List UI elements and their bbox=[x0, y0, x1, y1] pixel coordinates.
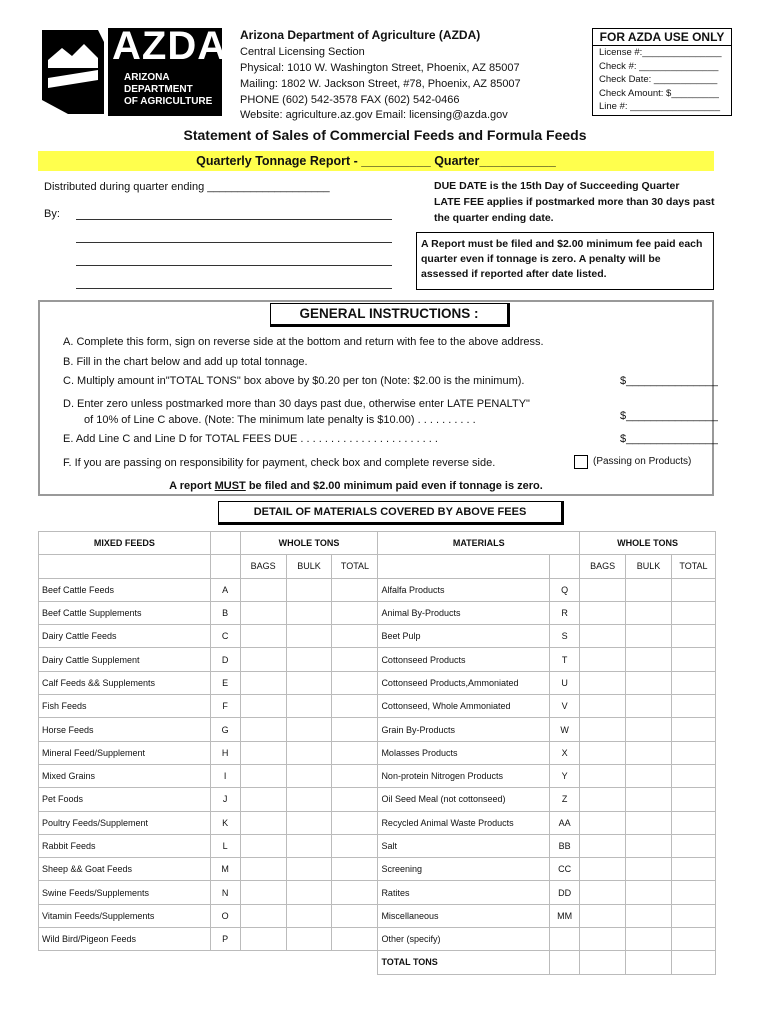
table-row bbox=[39, 578, 716, 601]
bulk-cell[interactable] bbox=[626, 881, 672, 904]
bulk-cell[interactable] bbox=[286, 741, 332, 764]
bulk-cell[interactable] bbox=[286, 904, 332, 927]
bulk-cell[interactable] bbox=[626, 811, 672, 834]
bags-cell[interactable] bbox=[580, 788, 626, 811]
bulk-cell[interactable] bbox=[626, 788, 672, 811]
material-code: Q bbox=[550, 578, 580, 601]
feed-code: A bbox=[210, 578, 240, 601]
material-name: Ratites bbox=[378, 881, 550, 904]
feed-code: E bbox=[210, 671, 240, 694]
passing-on-label: (Passing on Products) bbox=[593, 456, 692, 467]
total-cell[interactable] bbox=[671, 764, 715, 787]
azda-logo bbox=[38, 22, 228, 118]
table-row bbox=[39, 671, 716, 694]
general-instructions-title: GENERAL INSTRUCTIONS : bbox=[270, 303, 510, 327]
report-must-line: A report MUST be filed and $2.00 minimum paid even if tonnage is zero. bbox=[169, 480, 543, 492]
check-number-field: Check #: _______________ bbox=[599, 60, 719, 72]
material-code: W bbox=[550, 718, 580, 741]
table-row bbox=[39, 834, 716, 857]
feed-code: M bbox=[210, 858, 240, 881]
total-cell[interactable] bbox=[332, 881, 378, 904]
feed-name: Pet Foods bbox=[39, 788, 211, 811]
feed-code: H bbox=[210, 741, 240, 764]
bags-cell[interactable] bbox=[580, 625, 626, 648]
bags-cell[interactable] bbox=[580, 741, 626, 764]
website-email: Website: agriculture.az.gov Email: licensing@azda.gov bbox=[240, 109, 508, 121]
material-code: CC bbox=[550, 858, 580, 881]
total-cell[interactable] bbox=[332, 858, 378, 881]
detail-title: DETAIL OF MATERIALS COVERED BY ABOVE FEES bbox=[218, 501, 564, 525]
bags-cell[interactable] bbox=[240, 858, 286, 881]
table-row bbox=[39, 764, 716, 787]
whole-tons-header-right: WHOLE TONS bbox=[580, 532, 716, 555]
table-row bbox=[39, 811, 716, 834]
whole-tons-header-left: WHOLE TONS bbox=[240, 532, 378, 555]
instruction-a: A. Complete this form, sign on reverse side at the bottom and return with fee to the above address. bbox=[63, 336, 544, 348]
table-row bbox=[39, 881, 716, 904]
signature-line-1[interactable] bbox=[76, 219, 392, 220]
bags-cell[interactable] bbox=[240, 834, 286, 857]
table-row bbox=[39, 718, 716, 741]
bags-cell[interactable] bbox=[580, 881, 626, 904]
feed-name: Sheep && Goat Feeds bbox=[39, 858, 211, 881]
material-name: Animal By-Products bbox=[378, 601, 550, 624]
feed-code: K bbox=[210, 811, 240, 834]
feed-code: I bbox=[210, 764, 240, 787]
bags-cell[interactable] bbox=[580, 764, 626, 787]
table-row bbox=[39, 695, 716, 718]
feed-name: Dairy Cattle Supplement bbox=[39, 648, 211, 671]
bulk-cell[interactable] bbox=[286, 764, 332, 787]
total-header-right: TOTAL bbox=[671, 555, 715, 578]
total-cell[interactable] bbox=[332, 834, 378, 857]
quarterly-report-bar[interactable]: Quarterly Tonnage Report - __________ Quarter___________ bbox=[38, 151, 714, 171]
feed-code: P bbox=[210, 928, 240, 951]
total-cell[interactable] bbox=[332, 788, 378, 811]
bulk-cell[interactable] bbox=[286, 625, 332, 648]
material-name: Cottonseed, Whole Ammoniated bbox=[378, 695, 550, 718]
total-cell[interactable] bbox=[332, 811, 378, 834]
total-header-left: TOTAL bbox=[332, 555, 378, 578]
total-tons-label: TOTAL TONS bbox=[378, 951, 550, 974]
total-cell[interactable] bbox=[671, 741, 715, 764]
instruction-d1: D. Enter zero unless postmarked more than 30 days past due, otherwise enter LATE PENALTY" bbox=[63, 398, 530, 410]
table-row bbox=[39, 928, 716, 951]
material-code: X bbox=[550, 741, 580, 764]
logo-subtitle: ARIZONA DEPARTMENT OF AGRICULTURE bbox=[124, 72, 213, 107]
total-cell[interactable] bbox=[671, 718, 715, 741]
table-row bbox=[39, 788, 716, 811]
bags-cell[interactable] bbox=[240, 741, 286, 764]
azda-use-title: FOR AZDA USE ONLY bbox=[593, 29, 731, 46]
bulk-cell[interactable] bbox=[286, 811, 332, 834]
bulk-header-right: BULK bbox=[626, 555, 672, 578]
instruction-e: E. Add Line C and Line D for TOTAL FEES DUE . . . . . . . . . . . . . . . . . . . . . . . bbox=[63, 433, 438, 445]
bags-cell[interactable] bbox=[240, 764, 286, 787]
bulk-cell[interactable] bbox=[286, 881, 332, 904]
material-name: Salt bbox=[378, 834, 550, 857]
material-code: R bbox=[550, 601, 580, 624]
bulk-cell[interactable] bbox=[286, 671, 332, 694]
total-cell[interactable] bbox=[332, 648, 378, 671]
total-cell[interactable] bbox=[671, 625, 715, 648]
total-cell[interactable] bbox=[671, 881, 715, 904]
bags-cell[interactable] bbox=[580, 601, 626, 624]
total-cell[interactable] bbox=[671, 788, 715, 811]
due-date-text: DUE DATE is the 15th Day of Succeeding Quarter bbox=[434, 180, 680, 192]
bags-cell[interactable] bbox=[580, 648, 626, 671]
material-code: Y bbox=[550, 764, 580, 787]
instruction-b: B. Fill in the chart below and add up total tonnage. bbox=[63, 356, 308, 368]
bulk-cell[interactable] bbox=[626, 928, 672, 951]
total-cell[interactable] bbox=[332, 928, 378, 951]
page-title: Statement of Sales of Commercial Feeds and Formula Feeds bbox=[183, 127, 587, 143]
feed-name: Wild Bird/Pigeon Feeds bbox=[39, 928, 211, 951]
bags-cell[interactable] bbox=[580, 928, 626, 951]
bags-cell[interactable] bbox=[240, 695, 286, 718]
line-c-amount[interactable]: $_______________ bbox=[620, 375, 718, 387]
total-cell[interactable] bbox=[671, 695, 715, 718]
bulk-cell[interactable] bbox=[626, 601, 672, 624]
bags-cell[interactable] bbox=[580, 834, 626, 857]
bulk-cell[interactable] bbox=[286, 834, 332, 857]
material-name: Grain By-Products bbox=[378, 718, 550, 741]
material-code: Z bbox=[550, 788, 580, 811]
bags-header-right: BAGS bbox=[580, 555, 626, 578]
bulk-cell[interactable] bbox=[626, 648, 672, 671]
material-code: S bbox=[550, 625, 580, 648]
header-row-3 bbox=[39, 555, 716, 578]
distributed-field[interactable]: Distributed during quarter ending ____________________ bbox=[44, 181, 330, 193]
total-total-cell[interactable] bbox=[671, 951, 715, 974]
bags-cell[interactable] bbox=[240, 904, 286, 927]
logo-text: AZDA bbox=[112, 24, 228, 68]
total-bulk-cell[interactable] bbox=[626, 951, 672, 974]
feed-code: N bbox=[210, 881, 240, 904]
by-label: By: bbox=[44, 208, 60, 220]
bags-cell[interactable] bbox=[580, 811, 626, 834]
material-name: Non-protein Nitrogen Products bbox=[378, 764, 550, 787]
line-d-amount[interactable]: $_______________ bbox=[620, 410, 718, 422]
instruction-d2: of 10% of Line C above. (Note: The minimum late penalty is $10.00) . . . . . . . . . . bbox=[84, 414, 476, 426]
total-cell[interactable] bbox=[332, 671, 378, 694]
bags-header-left: BAGS bbox=[240, 555, 286, 578]
table-row bbox=[39, 904, 716, 927]
signature-line-4[interactable] bbox=[76, 288, 392, 289]
bulk-cell[interactable] bbox=[286, 648, 332, 671]
bags-cell[interactable] bbox=[580, 858, 626, 881]
feed-name: Fish Feeds bbox=[39, 695, 211, 718]
bulk-cell[interactable] bbox=[626, 578, 672, 601]
bags-cell[interactable] bbox=[580, 718, 626, 741]
bulk-cell[interactable] bbox=[626, 904, 672, 927]
bulk-cell[interactable] bbox=[286, 858, 332, 881]
total-cell[interactable] bbox=[671, 578, 715, 601]
material-code: BB bbox=[550, 834, 580, 857]
total-bags-cell[interactable] bbox=[580, 951, 626, 974]
bulk-cell[interactable] bbox=[626, 695, 672, 718]
material-name: Recycled Animal Waste Products bbox=[378, 811, 550, 834]
bulk-cell[interactable] bbox=[286, 578, 332, 601]
feed-name: Vitamin Feeds/Supplements bbox=[39, 904, 211, 927]
table-row bbox=[39, 858, 716, 881]
total-cell[interactable] bbox=[332, 718, 378, 741]
material-name: Other (specify) bbox=[378, 928, 550, 951]
table-row bbox=[39, 601, 716, 624]
bulk-cell[interactable] bbox=[286, 928, 332, 951]
license-field: License #:_______________ bbox=[599, 47, 722, 58]
material-name: Alfalfa Products bbox=[378, 578, 550, 601]
material-name: Oil Seed Meal (not cottonseed) bbox=[378, 788, 550, 811]
total-cell[interactable] bbox=[671, 648, 715, 671]
report-notice: A Report must be filed and $2.00 minimum fee paid each quarter even if tonnage is zero. A penalty will be assessed if reported after date listed. bbox=[416, 232, 714, 290]
feed-code: O bbox=[210, 904, 240, 927]
material-code: AA bbox=[550, 811, 580, 834]
total-cell[interactable] bbox=[671, 904, 715, 927]
materials-header: MATERIALS bbox=[378, 532, 580, 555]
bags-cell[interactable] bbox=[240, 648, 286, 671]
line-e-amount[interactable]: $_______________ bbox=[620, 433, 718, 445]
feed-code: F bbox=[210, 695, 240, 718]
bulk-cell[interactable] bbox=[626, 741, 672, 764]
feed-code: C bbox=[210, 625, 240, 648]
physical-address: Physical: 1010 W. Washington Street, Phoenix, AZ 85007 bbox=[240, 62, 520, 74]
bulk-header-left: BULK bbox=[286, 555, 332, 578]
due-date-info bbox=[434, 178, 716, 226]
bags-cell[interactable] bbox=[240, 601, 286, 624]
feed-code: D bbox=[210, 648, 240, 671]
bags-cell[interactable] bbox=[240, 578, 286, 601]
bags-cell[interactable] bbox=[240, 788, 286, 811]
material-code bbox=[550, 928, 580, 951]
bulk-cell[interactable] bbox=[626, 764, 672, 787]
feed-name: Horse Feeds bbox=[39, 718, 211, 741]
bulk-cell[interactable] bbox=[286, 695, 332, 718]
mixed-feeds-header: MIXED FEEDS bbox=[39, 532, 211, 555]
total-cell[interactable] bbox=[671, 601, 715, 624]
line-number-field: Line #: _________________ bbox=[599, 101, 720, 113]
material-code: V bbox=[550, 695, 580, 718]
late-fee-text: LATE FEE applies if postmarked more than 30 days past the quarter ending date. bbox=[434, 196, 715, 224]
bags-cell[interactable] bbox=[580, 904, 626, 927]
bulk-cell[interactable] bbox=[286, 718, 332, 741]
phone-fax: PHONE (602) 542-3578 FAX (602) 542-0466 bbox=[240, 94, 460, 106]
material-name: Cottonseed Products,Ammoniated bbox=[378, 671, 550, 694]
table-row bbox=[39, 741, 716, 764]
material-name: Molasses Products bbox=[378, 741, 550, 764]
instruction-f: F. If you are passing on responsibility for payment, check box and complete reverse side. bbox=[63, 457, 496, 469]
mailing-address: Mailing: 1802 W. Jackson Street, #78, Phoenix, AZ 85007 bbox=[240, 78, 521, 90]
azda-use-only-box bbox=[592, 28, 732, 116]
bags-cell[interactable] bbox=[240, 928, 286, 951]
feed-name: Poultry Feeds/Supplement bbox=[39, 811, 211, 834]
check-date-field: Check Date: ____________ bbox=[599, 74, 718, 86]
total-cell[interactable] bbox=[332, 741, 378, 764]
feed-code: J bbox=[210, 788, 240, 811]
feed-code: G bbox=[210, 718, 240, 741]
total-cell[interactable] bbox=[332, 695, 378, 718]
header-row-1 bbox=[39, 532, 716, 555]
total-cell[interactable] bbox=[332, 601, 378, 624]
feed-name: Calf Feeds && Supplements bbox=[39, 671, 211, 694]
bulk-cell[interactable] bbox=[286, 788, 332, 811]
feed-code: L bbox=[210, 834, 240, 857]
bulk-cell[interactable] bbox=[626, 625, 672, 648]
bags-cell[interactable] bbox=[240, 881, 286, 904]
feed-name: Mixed Grains bbox=[39, 764, 211, 787]
material-code: T bbox=[550, 648, 580, 671]
material-code: DD bbox=[550, 881, 580, 904]
feed-name: Beef Cattle Feeds bbox=[39, 578, 211, 601]
feed-name: Rabbit Feeds bbox=[39, 834, 211, 857]
signature-line-2[interactable] bbox=[76, 242, 392, 243]
check-amount-field: Check Amount: $_________ bbox=[599, 87, 719, 99]
feed-name: Dairy Cattle Feeds bbox=[39, 625, 211, 648]
total-cell[interactable] bbox=[332, 625, 378, 648]
feed-name: Beef Cattle Supplements bbox=[39, 601, 211, 624]
bags-cell[interactable] bbox=[240, 625, 286, 648]
feed-name: Swine Feeds/Supplements bbox=[39, 881, 211, 904]
feed-name: Mineral Feed/Supplement bbox=[39, 741, 211, 764]
bags-cell[interactable] bbox=[580, 578, 626, 601]
total-cell[interactable] bbox=[332, 578, 378, 601]
material-code: MM bbox=[550, 904, 580, 927]
material-name: Beet Pulp bbox=[378, 625, 550, 648]
material-name: Miscellaneous bbox=[378, 904, 550, 927]
feed-code: B bbox=[210, 601, 240, 624]
bags-cell[interactable] bbox=[240, 671, 286, 694]
materials-table bbox=[38, 531, 716, 975]
signature-line-3[interactable] bbox=[76, 265, 392, 266]
bulk-cell[interactable] bbox=[626, 834, 672, 857]
bulk-cell[interactable] bbox=[626, 671, 672, 694]
bags-cell[interactable] bbox=[240, 718, 286, 741]
bags-cell[interactable] bbox=[580, 695, 626, 718]
total-cell[interactable] bbox=[671, 671, 715, 694]
material-name: Cottonseed Products bbox=[378, 648, 550, 671]
total-cell[interactable] bbox=[671, 928, 715, 951]
total-cell[interactable] bbox=[332, 764, 378, 787]
material-code: U bbox=[550, 671, 580, 694]
section-name: Central Licensing Section bbox=[240, 46, 365, 58]
bulk-cell[interactable] bbox=[626, 718, 672, 741]
passing-on-checkbox[interactable] bbox=[574, 455, 588, 469]
bulk-cell[interactable] bbox=[286, 601, 332, 624]
total-cell[interactable] bbox=[671, 834, 715, 857]
total-cell[interactable] bbox=[332, 904, 378, 927]
table-row bbox=[39, 625, 716, 648]
instruction-c: C. Multiply amount in"TOTAL TONS" box above by $0.20 per ton (Note: $2.00 is the minimum). bbox=[63, 375, 525, 387]
total-cell[interactable] bbox=[671, 858, 715, 881]
total-cell[interactable] bbox=[671, 811, 715, 834]
org-name: Arizona Department of Agriculture (AZDA) bbox=[240, 28, 481, 42]
total-tons-row bbox=[39, 951, 716, 974]
table-row bbox=[39, 648, 716, 671]
bags-cell[interactable] bbox=[580, 671, 626, 694]
material-name: Screening bbox=[378, 858, 550, 881]
bulk-cell[interactable] bbox=[626, 858, 672, 881]
bags-cell[interactable] bbox=[240, 811, 286, 834]
